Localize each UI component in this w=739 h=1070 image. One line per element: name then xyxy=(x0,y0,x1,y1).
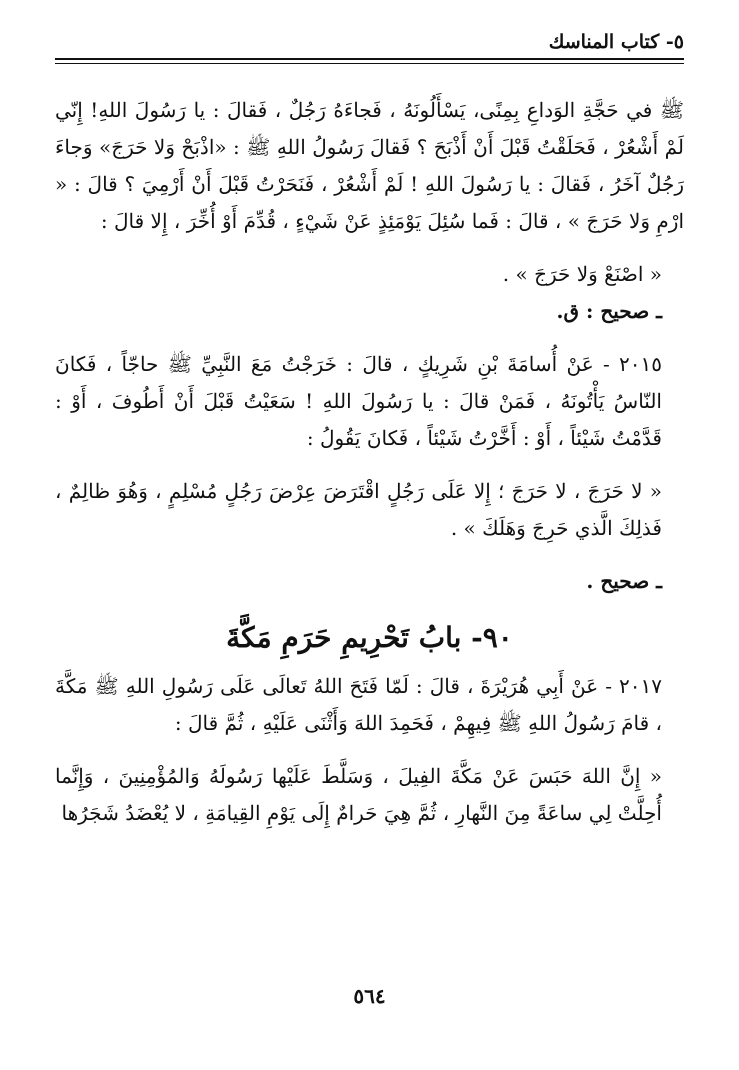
hadith-2015: ٢٠١٥ - عَنْ أُسامَةَ بْنِ شَرِيكٍ ، قالَ : خَرَجْتُ مَعَ النَّبِيِّ ﷺ حاجّاً ، فَكانَ النّاسُ يَأْتُونَهُ ، فَمَنْ قالَ : يا رَسُولَ اللهِ ! سَعَيْتُ قَبْلَ أَنْ أَطُوفَ ، أَوْ : قَدَّمْتُ شَيْئاً ، أَوْ : أَخَّرْتُ شَيْئاً ، فَكانَ يَقُولُ : xyxy=(55,352,662,450)
hadith-2017-quote: « إِنَّ اللهَ حَبَسَ عَنْ مَكَّةَ الفِيلَ ، وَسَلَّطَ عَلَيْها رَسُولَهُ وَالمُؤْمِنِينَ ، وَإِنَّما أُحِلَّتْ لِي ساعَةً مِنَ النَّهارِ ، ثُمَّ هِيَ حَرامٌ إِلَى يَوْمِ القِيامَةِ ، لا يُعْضَدُ شَجَرُها xyxy=(55,764,662,825)
header-rule-thin xyxy=(55,63,684,64)
page-number: ٥٦٤ xyxy=(353,984,386,1008)
chapter-heading: ٩٠- بابُ تَحْرِيمِ حَرَمِ مَكَّةَ xyxy=(226,621,513,654)
hadith-continuation: ﷺ في حَجَّةِ الوَداعِ بِمِنًى، يَسْأَلُونَهُ ، فَجاءَهُ رَجُلٌ ، فَقالَ : يا رَسُولَ اللهِ! إِنّي لَمْ أَشْعُرْ ، فَحَلَقْتُ قَبْلَ أَنْ أَذْبَحَ ؟ فَقالَ رَسُولُ اللهِ ﷺ : «اذْبَحْ وَلا حَرَجَ» وَجاءَ رَجُلٌ آخَرُ ، فَقالَ : يا رَسُولَ اللهِ ! لَمْ أَشْعُرْ ، فَنَحَرْتُ قَبْلَ أَنْ أَرْمِيَ ؟ قالَ : « ارْمِ وَلا حَرَجَ » ، قالَ : فَما سُئِلَ يَوْمَئِذٍ عَنْ شَيْءٍ ، قُدِّمَ أَوْ أُخِّرَ ، إِلا قالَ : xyxy=(55,98,684,233)
hadith-2015-quote: « لا حَرَجَ ، لا حَرَجَ ؛ إِلا عَلَى رَجُلٍ اقْتَرَضَ عِرْضَ رَجُلٍ مُسْلِمٍ ، وَهُوَ ظالِمٌ ، فَذلِكَ الَّذي حَرِجَ وَهَلَكَ » . xyxy=(55,479,662,540)
prophet-quote: « اصْنَعْ وَلا حَرَجَ » . xyxy=(502,262,662,286)
hadith-2015-grade: ـ صحيح . xyxy=(586,569,662,593)
running-header: ٥- كتاب المناسك xyxy=(548,31,684,53)
hadith-2017: ٢٠١٧ - عَنْ أَبِي هُرَيْرَةَ ، قالَ : لَمّا فَتَحَ اللهُ تَعالَى عَلَى رَسُولِ اللهِ ﷺ مَكَّةَ ، قامَ رَسُولُ اللهِ ﷺ فِيهِمْ ، فَحَمِدَ اللهَ وَأَثْنَى عَلَيْهِ ، ثُمَّ قالَ : xyxy=(55,674,662,735)
header-rule-thick xyxy=(55,58,684,60)
page-body xyxy=(55,92,684,832)
hadith-grade: ـ صحيح : ق. xyxy=(556,299,662,323)
